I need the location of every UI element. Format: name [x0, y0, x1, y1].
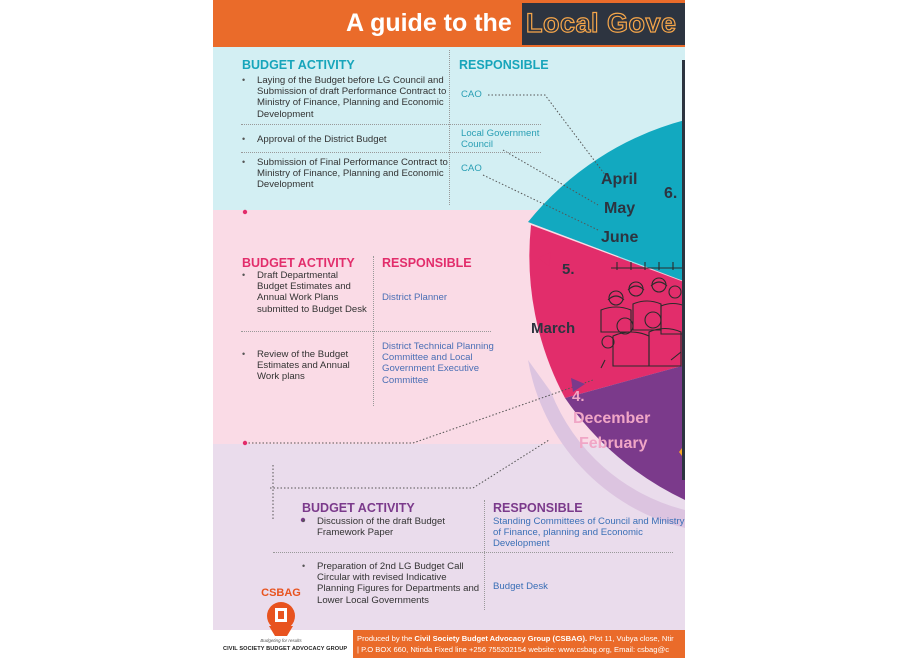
footer-line2: | P.O BOX 660, Ntinda Fixed line +256 755202154 website: www.csbag.org, Email: csbag@c — [357, 645, 669, 654]
month-june: June — [601, 229, 639, 246]
section3-activity-2: • Preparation of 2nd LG Budget Call Circular with revised Indicative Planning Figures for Departments and Lower Local Governments — [317, 561, 482, 606]
section2-activity-header: BUDGET ACTIVITY — [242, 256, 355, 270]
guide-document — [213, 0, 685, 658]
leader-line-section3 — [270, 440, 549, 488]
footer-line1-prefix: Produced by the — [357, 634, 415, 643]
stage-number-6: 6. — [664, 185, 678, 202]
csbag-logo — [251, 582, 311, 644]
month-december: December — [573, 410, 651, 427]
section3-responsible-2: Budget Desk — [493, 581, 548, 592]
section2-responsible-1: District Planner — [382, 292, 448, 303]
section2-responsible-header: RESPONSIBLE — [382, 256, 472, 270]
title-prefix: A guide to the — [346, 9, 512, 37]
section2-activity-2: • Review of the Budget Estimates and Annual Work plans — [257, 349, 369, 383]
month-may: May — [604, 200, 636, 217]
section1-responsible-2: Local Government Council — [461, 128, 540, 151]
section3-activity-header: BUDGET ACTIVITY — [302, 501, 415, 515]
month-march: March — [531, 320, 576, 337]
section1-activity-2: • Approval of the District Budget — [257, 134, 449, 145]
section2-activity-1: • Draft Departmental Budget Estimates and Annual Work Plans submitted to Budget Desk — [257, 270, 369, 315]
section1-activity-1: • Laying of the Budget before LG Council and Submission of draft Performance Contract to Ministry of Finance, Planning and Economic Development — [257, 75, 449, 120]
section1-responsible-1: CAO — [461, 89, 482, 100]
section1-responsible-header: RESPONSIBLE — [459, 58, 549, 72]
footer-line1-rest: Plot 11, Vubya close, Ntir — [587, 634, 674, 643]
month-february: February — [579, 435, 648, 452]
section3-responsible-header: RESPONSIBLE — [493, 501, 583, 515]
stage-number-5: 5. — [562, 261, 575, 278]
section2-responsible-2: District Technical Planning Committee and Local Government Executive Committee — [382, 341, 494, 386]
footer-org-name: Civil Society Budget Advocacy Group (CSBAG). — [414, 634, 588, 643]
title-highlight: Local Gove — [526, 8, 677, 38]
stage-number-4: 4. — [572, 388, 585, 405]
svg-text:CSBAG: CSBAG — [261, 587, 301, 599]
month-april: April — [601, 171, 638, 188]
logo-org-name: CIVIL SOCIETY BUDGET ADVOCACY GROUP — [223, 646, 348, 652]
section1-activity-3: • Submission of Final Performance Contract to Ministry of Finance, Planning and Economic Development — [257, 157, 449, 191]
svg-text:Budgeting for results: Budgeting for results — [260, 638, 302, 643]
section1-activity-header: BUDGET ACTIVITY — [242, 58, 355, 72]
section3-activity-1: • Discussion of the draft Budget Framework Paper — [317, 516, 482, 538]
footer — [353, 630, 685, 658]
section1-responsible-3: CAO — [461, 163, 482, 174]
section3-responsible-1: Standing Committees of Council and Ministry of Finance, planning and Economic Development — [493, 516, 685, 550]
